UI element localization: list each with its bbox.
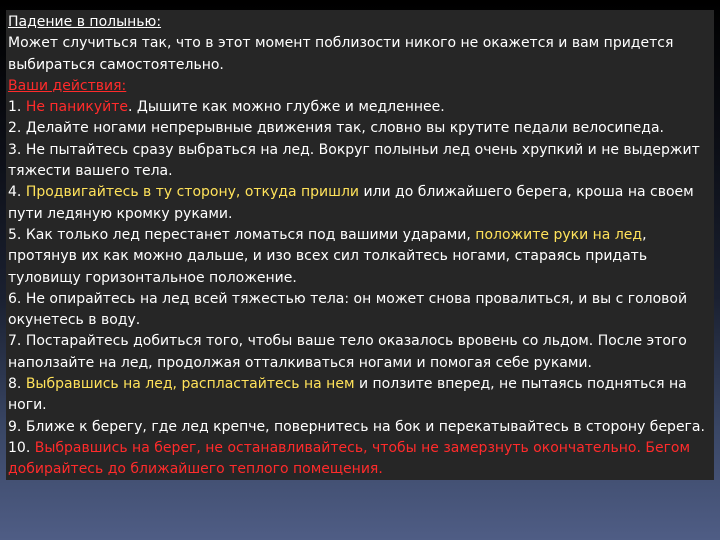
step-4-highlight: Продвигайтесь в ту сторону, откуда пришли [25,184,359,201]
step-8: 8. Выбравшись на лед, распластайтесь на нем и ползите вперед, не пытаясь подняться на ноги. [8,376,687,414]
step-10-highlight: Выбравшись на берег, не останавливайтесь, чтобы не замерзнуть окончательно. Бегом добирайтесь до ближайшего теплого помещения. [8,439,691,478]
step-4: 4. Продвигайтесь в ту сторону, откуда пришли или до ближайшего берега, кроша на своем пути ледяную кромку руками. [8,184,694,222]
step-6: 6. Не опирайтесь на лед всей тяжестью тела: он может снова провалиться, и вы с головой окунетесь в воду. [8,290,688,329]
step-10: 10. Выбравшись на берег, не останавливайтесь, чтобы не замерзнуть окончательно. Бегом добирайтесь до ближайшего теплого помещения. [8,439,691,478]
actions-label: Ваши действия: [8,77,127,94]
step-1-highlight: Не паникуйте [25,99,128,116]
step-9: 9. Ближе к берегу, где лед крепче, повернитесь на бок и перекатывайтесь в сторону берега. [8,418,705,435]
step-7: 7. Постарайтесь добиться того, чтобы ваше тело оказалось вровень со льдом. После этого наползайте на лед, продолжая отталкиваться ногами и помогая себе руками. [8,333,687,371]
heading: Падение в полынью: [8,14,162,30]
step-5: 5. Как только лед перестанет ломаться под вашими ударами, положите руки на лед, протянув их как можно дальше, и изо всех сил толкайтесь ногами, стараясь придать туловищу горизонтальное положение. [8,226,648,286]
step-5-highlight: положите руки на лед [475,226,643,243]
step-2: 2. Делайте ногами непрерывные движения так, словно вы крутите педали велосипеда. [8,120,664,137]
step-3: 3. Не пытайтесь сразу выбраться на лед. Вокруг полыньи лед очень хрупкий и не выдержит тяжести вашего тела. [8,141,700,180]
step-8-highlight: Выбравшись на лед, распластайтесь на нем [25,376,355,393]
intro-paragraph: Может случиться так, что в этот момент поблизости никого не окажется и вам придется выбираться самостоятельно. [8,35,674,73]
step-1: 1. Не паникуйте. Дышите как можно глубже и медленнее. [8,99,445,116]
text-panel [6,10,714,480]
